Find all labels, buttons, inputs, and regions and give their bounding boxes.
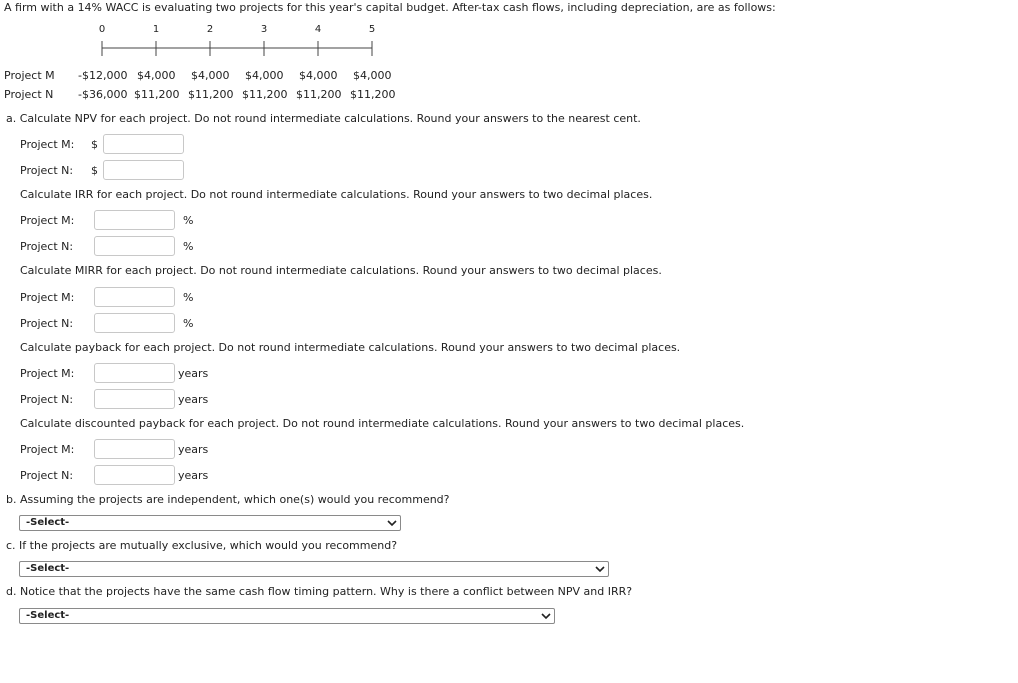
npv-m-input[interactable] [103, 134, 184, 154]
chevron-down-icon [541, 610, 551, 622]
irr-n-input[interactable] [94, 236, 175, 256]
npv-n-currency: $ [91, 164, 98, 177]
mirr-n-unit: % [183, 317, 194, 330]
part-c-selected-value: -Select- [26, 563, 70, 574]
part-c-question: c. If the projects are mutually exclusive, which would you recommend? [6, 539, 398, 552]
part-d-question: d. Notice that the projects have the same cash flow timing pattern. Why is there a conflict between NPV and IRR? [6, 585, 633, 598]
irr-instruction: Calculate IRR for each project. Do not round intermediate calculations. Round your answers to two decimal places. [20, 188, 653, 201]
mirr-n-label: Project N: [20, 317, 74, 330]
discounted-payback-n-input[interactable] [94, 465, 175, 485]
npv-n-input[interactable] [103, 160, 184, 180]
irr-m-label: Project M: [20, 214, 75, 227]
payback-m-label: Project M: [20, 367, 75, 380]
discounted-payback-n-label: Project N: [20, 469, 74, 482]
mirr-n-input[interactable] [94, 313, 175, 333]
irr-n-label: Project N: [20, 240, 74, 253]
timeline-year-5: 5 [368, 24, 376, 35]
project-m-flow-4: $4,000 [299, 69, 338, 82]
payback-m-input[interactable] [94, 363, 175, 383]
payback-n-label: Project N: [20, 393, 74, 406]
project-n-flow-3: $11,200 [242, 88, 288, 101]
timeline-year-1: 1 [152, 24, 160, 35]
part-b-question: b. Assuming the projects are independent, which one(s) would you recommend? [6, 493, 450, 506]
timeline-axis [0, 38, 400, 60]
timeline-year-3: 3 [260, 24, 268, 35]
timeline-year-4: 4 [314, 24, 322, 35]
project-n-flow-1: $11,200 [134, 88, 180, 101]
timeline-year-0: 0 [98, 24, 106, 35]
payback-n-unit: years [178, 393, 209, 406]
part-b-select[interactable] [19, 515, 401, 531]
irr-n-unit: % [183, 240, 194, 253]
discounted-payback-n-unit: years [178, 469, 209, 482]
project-m-flow-5: $4,000 [353, 69, 392, 82]
part-b-selected-value: -Select- [26, 517, 70, 528]
npv-m-currency: $ [91, 138, 98, 151]
project-n-flow-2: $11,200 [188, 88, 234, 101]
payback-instruction: Calculate payback for each project. Do not round intermediate calculations. Round your answers to two decimal places. [20, 341, 681, 354]
project-m-flow-1: $4,000 [137, 69, 176, 82]
project-n-row-label: Project N [4, 88, 54, 101]
project-m-flow-0: -$12,000 [78, 69, 128, 82]
irr-m-unit: % [183, 214, 194, 227]
timeline-year-2: 2 [206, 24, 214, 35]
mirr-m-input[interactable] [94, 287, 175, 307]
project-m-row-label: Project M [4, 69, 55, 82]
part-d-select[interactable] [19, 608, 555, 624]
problem-intro: A firm with a 14% WACC is evaluating two projects for this year's capital budget. After-tax cash flows, including depreciation, are as follows: [4, 1, 776, 14]
npv-m-label: Project M: [20, 138, 75, 151]
project-n-flow-0: -$36,000 [78, 88, 128, 101]
part-c-select[interactable] [19, 561, 609, 577]
irr-m-input[interactable] [94, 210, 175, 230]
discounted-payback-instruction: Calculate discounted payback for each project. Do not round intermediate calculations. Round your answers to two decimal places. [20, 417, 745, 430]
mirr-m-unit: % [183, 291, 194, 304]
discounted-payback-m-unit: years [178, 443, 209, 456]
discounted-payback-m-label: Project M: [20, 443, 75, 456]
project-m-flow-3: $4,000 [245, 69, 284, 82]
npv-n-label: Project N: [20, 164, 74, 177]
payback-m-unit: years [178, 367, 209, 380]
project-n-flow-5: $11,200 [350, 88, 396, 101]
project-m-flow-2: $4,000 [191, 69, 230, 82]
discounted-payback-m-input[interactable] [94, 439, 175, 459]
chevron-down-icon [387, 517, 397, 529]
mirr-instruction: Calculate MIRR for each project. Do not round intermediate calculations. Round your answers to two decimal places. [20, 264, 662, 277]
chevron-down-icon [595, 563, 605, 575]
part-d-selected-value: -Select- [26, 610, 70, 621]
payback-n-input[interactable] [94, 389, 175, 409]
npv-instruction: a. Calculate NPV for each project. Do not round intermediate calculations. Round your answers to the nearest cent. [6, 112, 641, 125]
mirr-m-label: Project M: [20, 291, 75, 304]
project-n-flow-4: $11,200 [296, 88, 342, 101]
